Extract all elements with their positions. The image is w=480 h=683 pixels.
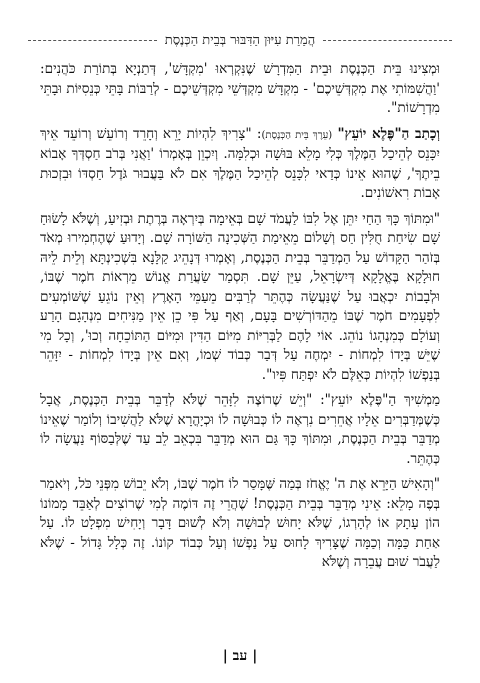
header-title: הֲמַרַת עִיּוּן הַדִּבּוּר בְּבֵית הַכְּנֶסֶת bbox=[164, 33, 316, 48]
paragraph-3 bbox=[40, 210, 440, 386]
page-body bbox=[40, 60, 440, 625]
paragraph-2-text: : "צָרִיךְ לִהְיוֹת יָרֵא וְחָרֵד וְרוֹעֵשׁ וְרוֹעֵד אֵיךְ יִכָּנֵס לְהֵיכַל הַמֶּלֶךְ כְּלִי מָלֵא בּוּשָׁה וּכְלִמָּה. וְיִכְוֵן בְּאָמְרוֹ 'וַאֲנִי בְּרֹב חַסְדְּךָ אָבוֹא בֵיתֶךָ', שֶׁהוּא אֵינוֹ כְּדַאי לִכָּנֵס לְהֵיכַל הַמֶּלֶךְ אִם לֹא בַּעֲבוּר גֹּדֶל חַסְדּוֹ וּבִזְכוּת אָבוֹת רִאשׁוֹנִים. bbox=[40, 125, 440, 201]
header-rule-left bbox=[28, 40, 157, 41]
paragraph-2-lead: וְכָתַב הַ"פֶּלֶא יוֹעֵץ" bbox=[337, 125, 440, 142]
paragraph-4-text: מַמְשִׁיךְ הַ"פֶּלֶא יוֹעֵץ": "וְיֵשׁ שֶׁרוֹצֶה לִזָּהֵר שֶׁלֹּא לְדַבֵּר בְּבֵית הַכְּנֶסֶת, אֲבָל כְּשֶׁמְּדַבְּרִים אֵלָיו אֲחֵרִים נִרְאֶה לוֹ כְּבוּשָׁה לוֹ וּכְיָהֳרָא שֶׁלֹּא לַהֲשִׁיבוֹ וְלוֹמַר שֶׁאֵינוֹ מְדַבֵּר בְּבֵית הַכְּנֶסֶת, וּמִתּוֹךְ כָּךְ גַּם הוּא מְדַבֵּר בִּכְאֵב לֵב עַד שֶׁלְּבַסּוֹף נַעֲשָׂה לוֹ כְּהֶתֵּר. bbox=[40, 392, 440, 467]
paragraph-4 bbox=[40, 391, 440, 469]
paragraph-2 bbox=[40, 125, 440, 204]
running-header bbox=[28, 32, 452, 48]
page-number: | עב | bbox=[222, 648, 258, 664]
paragraph-1-text: וּמְצִינוּ בֵּית הַכְּנֶסֶת וּבֵית הַמִּדְרָשׁ שֶׁנִּקְרְאוּ 'מִקְדָּשׁ', דְּתַנְיָא בְּתוֹרַת כֹּהֲנִים: 'וַהֲשִׁמּוֹתִי אֶת מִקְדְּשֵׁיכֶם' - מִקְדָּשׁ מִקְדְּשֵׁי מִקְדְּשֵׁיכֶם - לְרַבּוֹת בָּתֵּי כְּנֵסִיּוֹת וּבָתֵּי מִדְרָשׁוֹת". bbox=[40, 61, 440, 116]
paragraph-1 bbox=[40, 60, 440, 119]
paragraph-2-source-note: (עֵרֶךְ בֵּית הַכְּנֶסֶת) bbox=[261, 129, 333, 141]
paragraph-5 bbox=[40, 475, 440, 573]
paragraph-3-text: "וּמִתּוֹךְ כָּךְ הַחַי יִתֵּן אֶל לִבּוֹ לַעֲמֹד שָׁם בְּאֵימָה בְּיִרְאָה בְּרֶתֶת וּבְזִיעַ, וְשֶׁלֹּא לָשׂוּחַ שָׁם שִׂיחַת חֻלִּין חַס וְשָׁלוֹם מֵאֵימַת הַשְּׁכִינָה הַשּׁוֹרָה שָׁם. וְיָדוּעַ שֶׁהֶחְמִירוּ מְאֹד בְּזֹהַר הַקָּדוֹשׁ עַל הַמְדַבֵּר בְּבֵית הַכְּנֶסֶת, וְאָמְרוּ דְּנָהֵיג קַלָּנָא בִּשְׁכִינְתָּא וְלֵית לֵיהּ חוּלָקָא בֶּאֱלָקָא דְּיִשְׂרָאֵל, עַיֵּן שָׁם. תִּסְמַר שַׂעֲרַת אֱנוֹשׁ מֵרְאוֹת חֹמֶר שֶׁבּוֹ, וּלְבָבוֹת יִכְאֲבוּ עַל שֶׁנַּעֲשָׂה כְּהֶתֵּר לְרַבִּים מֵעַמֵּי הָאָרֶץ וְאֵין נוֹגֵעַ שֶׁשּׁוֹמְעִים לִפְעָמִים חֹמֶר שֶׁבּוֹ מֵהַדּוֹרְשִׁים בָּעָם, וְאַף עַל פִּי כֵן אֵין מַנִּיחִים מִנְהָגָם הָרַע וְעוֹלָם כְּמִנְהָגוֹ נוֹהֵג. אוֹי לָהֶם לַבְּרִיּוֹת מִיּוֹם הַדִּין וּמִיּוֹם הַתּוֹכֵחָה וְכוּ', וְכָל מִי שֶׁיֵּשׁ בְּיָדוֹ לִמְחוֹת - יִמְחֶה עַל דְּבַר כְּבוֹד שְׁמוֹ, וְאִם אֵין בְּיָדוֹ לִמְחוֹת - יִזָּהֵר בְּנַפְשׁוֹ לִהְיוֹת כְּאֵלֶּם לֹא יִפְתַּח פִּיו". bbox=[40, 210, 440, 383]
paragraph-5-text: "וְהָאִישׁ הַיָּרֵא אֶת ה' יֶאֱחֹז בְּמַה שֶּׁמָּסַר לוֹ חֹמֶר שֶׁבּוֹ, וְלֹא יֵבוֹשׁ מִפְּנֵי כֹּל, וְיֹאמַר בְּפֶה מָלֵא: אֵינִי מְדַבֵּר בְּבֵית הַכְּנֶסֶת! שֶׁהֲרֵי זֶה דּוֹמֶה לְמִי שֶׁרוֹצִים לְאַבֵּד מָמוֹנוֹ הוֹן עָתָק אוֹ לְהָרְגוֹ, שֶׁלֹּא יָחוּשׁ לְבוּשָׁה וְלֹא לְשׁוּם דָּבָר וְיָחִישׁ מִפְלָט לוֹ. עַל אַחַת כַּמָּה וְכַמָּה שֶׁצָּרִיךְ לָחוּס עַל נַפְשׁוֹ וְעַל כְּבוֹד קוֹנוֹ. זֶה כְּלָל גָּדוֹל - שֶׁלֹּא לַעֲבֹר שׁוּם עֲבֵרָה וְשֶׁלֹּא bbox=[40, 476, 440, 570]
header-rule-right bbox=[323, 40, 452, 41]
